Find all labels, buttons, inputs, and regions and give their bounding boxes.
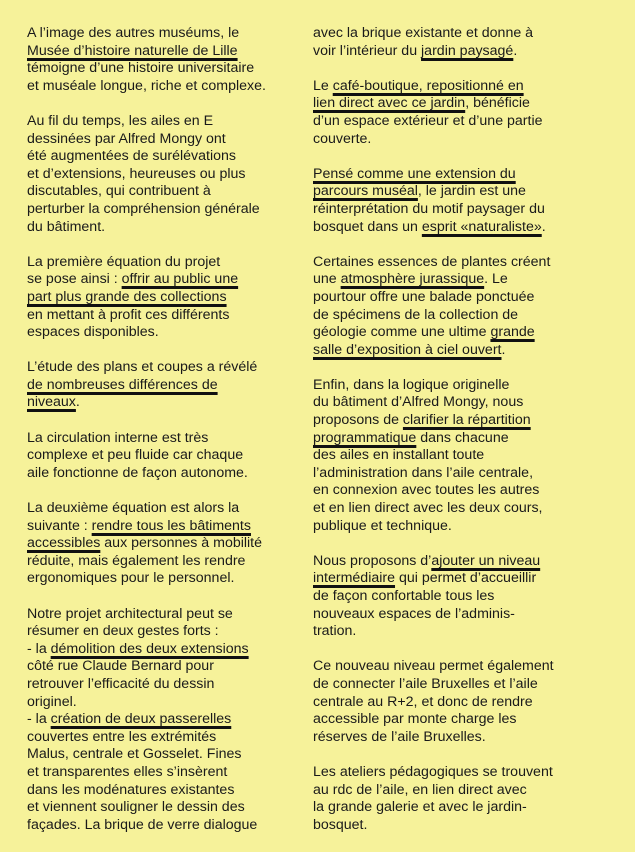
text-segment: réinterprétation du motif paysager du xyxy=(313,200,545,217)
text-line xyxy=(313,764,571,782)
text-segment: et d’extensions, heureuses ou plus xyxy=(27,165,246,182)
text-line xyxy=(313,25,571,43)
text-line xyxy=(27,359,285,377)
text-line xyxy=(313,324,571,342)
paragraph xyxy=(313,254,571,360)
text-segment: ergonomiques pour le personnel. xyxy=(27,570,235,587)
highlighted-phrase: jardin paysagé xyxy=(421,42,514,59)
text-line xyxy=(27,271,285,289)
text-segment: discutables, qui contribuent à xyxy=(27,183,211,200)
text-segment: du bâtiment d’Alfred Mongy, nous xyxy=(313,394,524,411)
text-segment: La deuxième équation est alors la xyxy=(27,500,240,517)
text-segment: L’étude des plans et coupes a révélé xyxy=(27,359,258,376)
text-line xyxy=(27,60,285,78)
text-segment: La circulation interne est très xyxy=(27,429,209,446)
text-line xyxy=(27,78,285,96)
text-line xyxy=(313,78,571,96)
text-segment: et viennent souligner le dessin des xyxy=(27,799,245,816)
text-line xyxy=(27,782,285,800)
text-segment: dessinées par Alfred Mongy ont xyxy=(27,130,226,147)
paragraph xyxy=(27,500,285,588)
text-segment: tration. xyxy=(313,623,357,640)
left-text-column xyxy=(27,25,285,852)
text-segment: au rdc de l’aile, en lien direct avec xyxy=(313,781,527,798)
highlighted-phrase: niveaux xyxy=(27,394,76,411)
text-segment: - la xyxy=(27,711,51,728)
text-segment: - la xyxy=(27,640,51,657)
text-segment: Nous proposons d’ xyxy=(313,552,432,569)
text-segment: Les ateliers pédagogiques se trouvent xyxy=(313,763,553,780)
text-line xyxy=(27,465,285,483)
highlighted-phrase: ajouter un niveau xyxy=(431,552,541,569)
text-line xyxy=(313,254,571,272)
text-segment: réserves de l’aile Bruxelles. xyxy=(313,728,486,745)
highlighted-phrase: part plus grande des collections xyxy=(27,288,227,305)
text-line xyxy=(313,694,571,712)
text-segment: . Le xyxy=(484,271,508,288)
text-line xyxy=(313,289,571,307)
text-line xyxy=(313,553,571,571)
text-segment: se pose ainsi : xyxy=(27,271,122,288)
text-line xyxy=(27,289,285,307)
text-line xyxy=(27,500,285,518)
text-line xyxy=(27,43,285,61)
text-segment: . xyxy=(513,42,518,59)
text-segment: et muséale longue, riche et complexe. xyxy=(27,77,266,94)
text-segment: accessible par monte charge les xyxy=(313,711,517,728)
text-segment: voir l’intérieur du xyxy=(313,42,422,59)
text-segment: pourtour offre une balade ponctuée xyxy=(313,288,535,305)
text-segment: avec la brique existante et donne à xyxy=(313,25,534,41)
paragraph xyxy=(27,113,285,236)
text-line xyxy=(313,201,571,219)
text-segment: aux personnes à mobilité xyxy=(100,535,263,552)
highlighted-phrase: démolition des deux extensions xyxy=(50,640,249,657)
text-segment: couverte. xyxy=(313,130,372,147)
text-line xyxy=(313,412,571,430)
text-segment: bosquet dans un xyxy=(313,218,422,235)
text-segment: d’un espace extérieur et d’une partie xyxy=(313,112,543,129)
text-segment: retrouver l’efficacité du dessin xyxy=(27,675,215,692)
highlighted-phrase: programmatique xyxy=(313,429,417,446)
text-segment: l’administration dans l’aile centrale, xyxy=(313,464,534,481)
text-line xyxy=(313,518,571,536)
paragraph xyxy=(27,25,285,95)
text-line xyxy=(27,658,285,676)
text-line xyxy=(27,799,285,817)
text-segment: originel. xyxy=(27,693,77,710)
text-line xyxy=(27,535,285,553)
text-segment: , le jardin est une xyxy=(417,183,526,200)
text-line xyxy=(27,729,285,747)
text-line xyxy=(27,377,285,395)
text-line xyxy=(27,430,285,448)
text-line xyxy=(27,817,285,835)
highlighted-phrase: clarifier la répartition xyxy=(402,412,531,429)
text-segment: été augmentées de surélévations xyxy=(27,148,237,165)
highlighted-phrase: intermédiaire xyxy=(313,570,396,587)
text-line xyxy=(27,570,285,588)
text-segment: de connecter l’aile Bruxelles et l’aile xyxy=(313,675,538,692)
text-line xyxy=(313,377,571,395)
text-segment: Le xyxy=(313,77,333,94)
text-line xyxy=(27,553,285,571)
text-segment: de façon confortable tous les xyxy=(313,588,495,604)
text-segment: dans les modénatures existantes xyxy=(27,781,235,798)
text-segment: et transparentes elles s’insèrent xyxy=(27,763,228,780)
text-line xyxy=(27,307,285,325)
text-line xyxy=(313,447,571,465)
highlighted-phrase: de nombreuses différences de xyxy=(27,376,218,393)
text-segment: dans chacune xyxy=(416,429,509,446)
text-line xyxy=(313,113,571,131)
text-line xyxy=(27,711,285,729)
text-line xyxy=(27,324,285,342)
text-segment: Notre projet architectural peut se xyxy=(27,605,233,622)
text-segment: Certaines essences de plantes créent xyxy=(313,253,551,270)
text-line xyxy=(313,500,571,518)
text-line xyxy=(313,43,571,61)
text-line xyxy=(313,271,571,289)
text-line xyxy=(27,201,285,219)
highlighted-phrase: lien direct avec ce jardin xyxy=(313,95,466,112)
text-segment: la grande galerie et avec le jardin- xyxy=(313,799,527,816)
text-segment: nouveaux espaces de l’adminis- xyxy=(313,605,515,622)
paragraph xyxy=(27,430,285,483)
text-line xyxy=(27,746,285,764)
text-segment: des ailes en installant toute xyxy=(313,447,485,464)
text-segment: publique et technique. xyxy=(313,517,452,534)
text-line xyxy=(27,394,285,412)
text-segment: Au fil du temps, les ailes en E xyxy=(27,112,214,129)
text-segment: réduite, mais également les rendre xyxy=(27,552,246,569)
text-segment: suivante : xyxy=(27,517,92,534)
text-line xyxy=(313,570,571,588)
text-line xyxy=(313,342,571,360)
text-line xyxy=(313,465,571,483)
paragraph xyxy=(27,359,285,412)
text-segment: résumer en deux gestes forts : xyxy=(27,623,219,640)
text-segment: Ce nouveau niveau permet également xyxy=(313,658,554,675)
text-line xyxy=(27,447,285,465)
right-text-column xyxy=(313,25,571,852)
text-segment: une xyxy=(313,271,341,288)
highlighted-phrase: atmosphère jurassique xyxy=(340,271,485,288)
text-segment: façades. La brique de verre dialogue xyxy=(27,816,258,833)
text-line xyxy=(313,676,571,694)
text-segment: qui permet d’accueillir xyxy=(395,570,537,587)
text-line xyxy=(27,694,285,712)
text-segment: de spécimens de la collection de xyxy=(313,306,519,323)
text-line xyxy=(313,482,571,500)
text-segment: . xyxy=(501,341,506,358)
text-line xyxy=(27,131,285,149)
highlighted-phrase: Pensé comme une extension du xyxy=(313,165,516,182)
text-line xyxy=(313,606,571,624)
paragraph xyxy=(27,254,285,342)
text-segment: côté rue Claude Bernard pour xyxy=(27,658,214,675)
text-line xyxy=(313,95,571,113)
text-line xyxy=(313,711,571,729)
text-segment: proposons de xyxy=(313,412,403,429)
text-line xyxy=(313,817,571,835)
text-segment: complexe et peu fluide car chaque xyxy=(27,447,244,464)
text-line xyxy=(313,430,571,448)
text-segment: du bâtiment. xyxy=(27,218,106,235)
text-segment: centrale au R+2, et donc de rendre xyxy=(313,693,533,710)
highlighted-phrase: parcours muséal xyxy=(313,183,418,200)
text-line xyxy=(27,676,285,694)
text-segment: témoigne d’une histoire universitaire xyxy=(27,60,255,77)
text-line xyxy=(27,183,285,201)
text-line xyxy=(27,254,285,272)
paragraph xyxy=(27,606,285,835)
text-line xyxy=(313,307,571,325)
highlighted-phrase: café-boutique, repositionné en xyxy=(332,77,524,94)
paragraph xyxy=(313,25,571,60)
text-segment: géologie comme une ultime xyxy=(313,324,491,341)
text-line xyxy=(313,219,571,237)
text-line xyxy=(313,183,571,201)
paragraph xyxy=(313,166,571,236)
highlighted-phrase: accessibles xyxy=(27,535,101,552)
text-line xyxy=(313,394,571,412)
text-segment: Enfin, dans la logique originelle xyxy=(313,376,510,393)
text-line xyxy=(27,606,285,624)
highlighted-phrase: salle d’exposition à ciel ouvert xyxy=(313,341,502,358)
highlighted-phrase: rendre tous les bâtiments xyxy=(91,517,251,534)
text-line xyxy=(27,166,285,184)
text-line xyxy=(313,588,571,606)
text-segment: bosquet. xyxy=(313,816,368,833)
text-line xyxy=(313,623,571,641)
highlighted-phrase: grande xyxy=(490,324,535,341)
highlighted-phrase: offrir au public une xyxy=(121,271,239,288)
text-segment: aile fonctionne de façon autonome. xyxy=(27,464,248,481)
text-line xyxy=(27,113,285,131)
text-line xyxy=(27,623,285,641)
highlighted-phrase: création de deux passerelles xyxy=(50,711,232,728)
text-segment: La première équation du projet xyxy=(27,253,221,270)
text-line xyxy=(313,729,571,747)
text-line xyxy=(27,148,285,166)
paragraph xyxy=(313,764,571,834)
highlighted-phrase: esprit «naturaliste» xyxy=(421,218,542,235)
text-line xyxy=(27,764,285,782)
text-line xyxy=(27,518,285,536)
text-segment: perturber la compréhension générale xyxy=(27,200,260,217)
text-segment: A l’image des autres muséums, le xyxy=(27,25,240,41)
text-segment: . xyxy=(541,218,546,235)
paragraph xyxy=(313,377,571,535)
text-line xyxy=(313,799,571,817)
paragraph xyxy=(313,658,571,746)
highlighted-phrase: Musée d’histoire naturelle de Lille xyxy=(27,42,238,59)
paragraph xyxy=(313,78,571,148)
text-line xyxy=(313,658,571,676)
text-line xyxy=(313,131,571,149)
text-segment: Malus, centrale et Gosselet. Fines xyxy=(27,746,242,763)
paragraph xyxy=(313,553,571,641)
text-segment: , bénéficie xyxy=(465,95,530,112)
text-line xyxy=(27,219,285,237)
text-segment: en connexion avec toutes les autres xyxy=(313,482,540,499)
text-segment: en mettant à profit ces différents xyxy=(27,306,230,323)
text-line xyxy=(27,641,285,659)
text-segment: couvertes entre les extrémités xyxy=(27,728,217,745)
text-line xyxy=(313,782,571,800)
text-segment: et en lien direct avec les deux cours, xyxy=(313,500,543,517)
text-line xyxy=(27,25,285,43)
text-segment: espaces disponibles. xyxy=(27,324,159,341)
text-line xyxy=(313,166,571,184)
text-segment: . xyxy=(75,394,80,411)
